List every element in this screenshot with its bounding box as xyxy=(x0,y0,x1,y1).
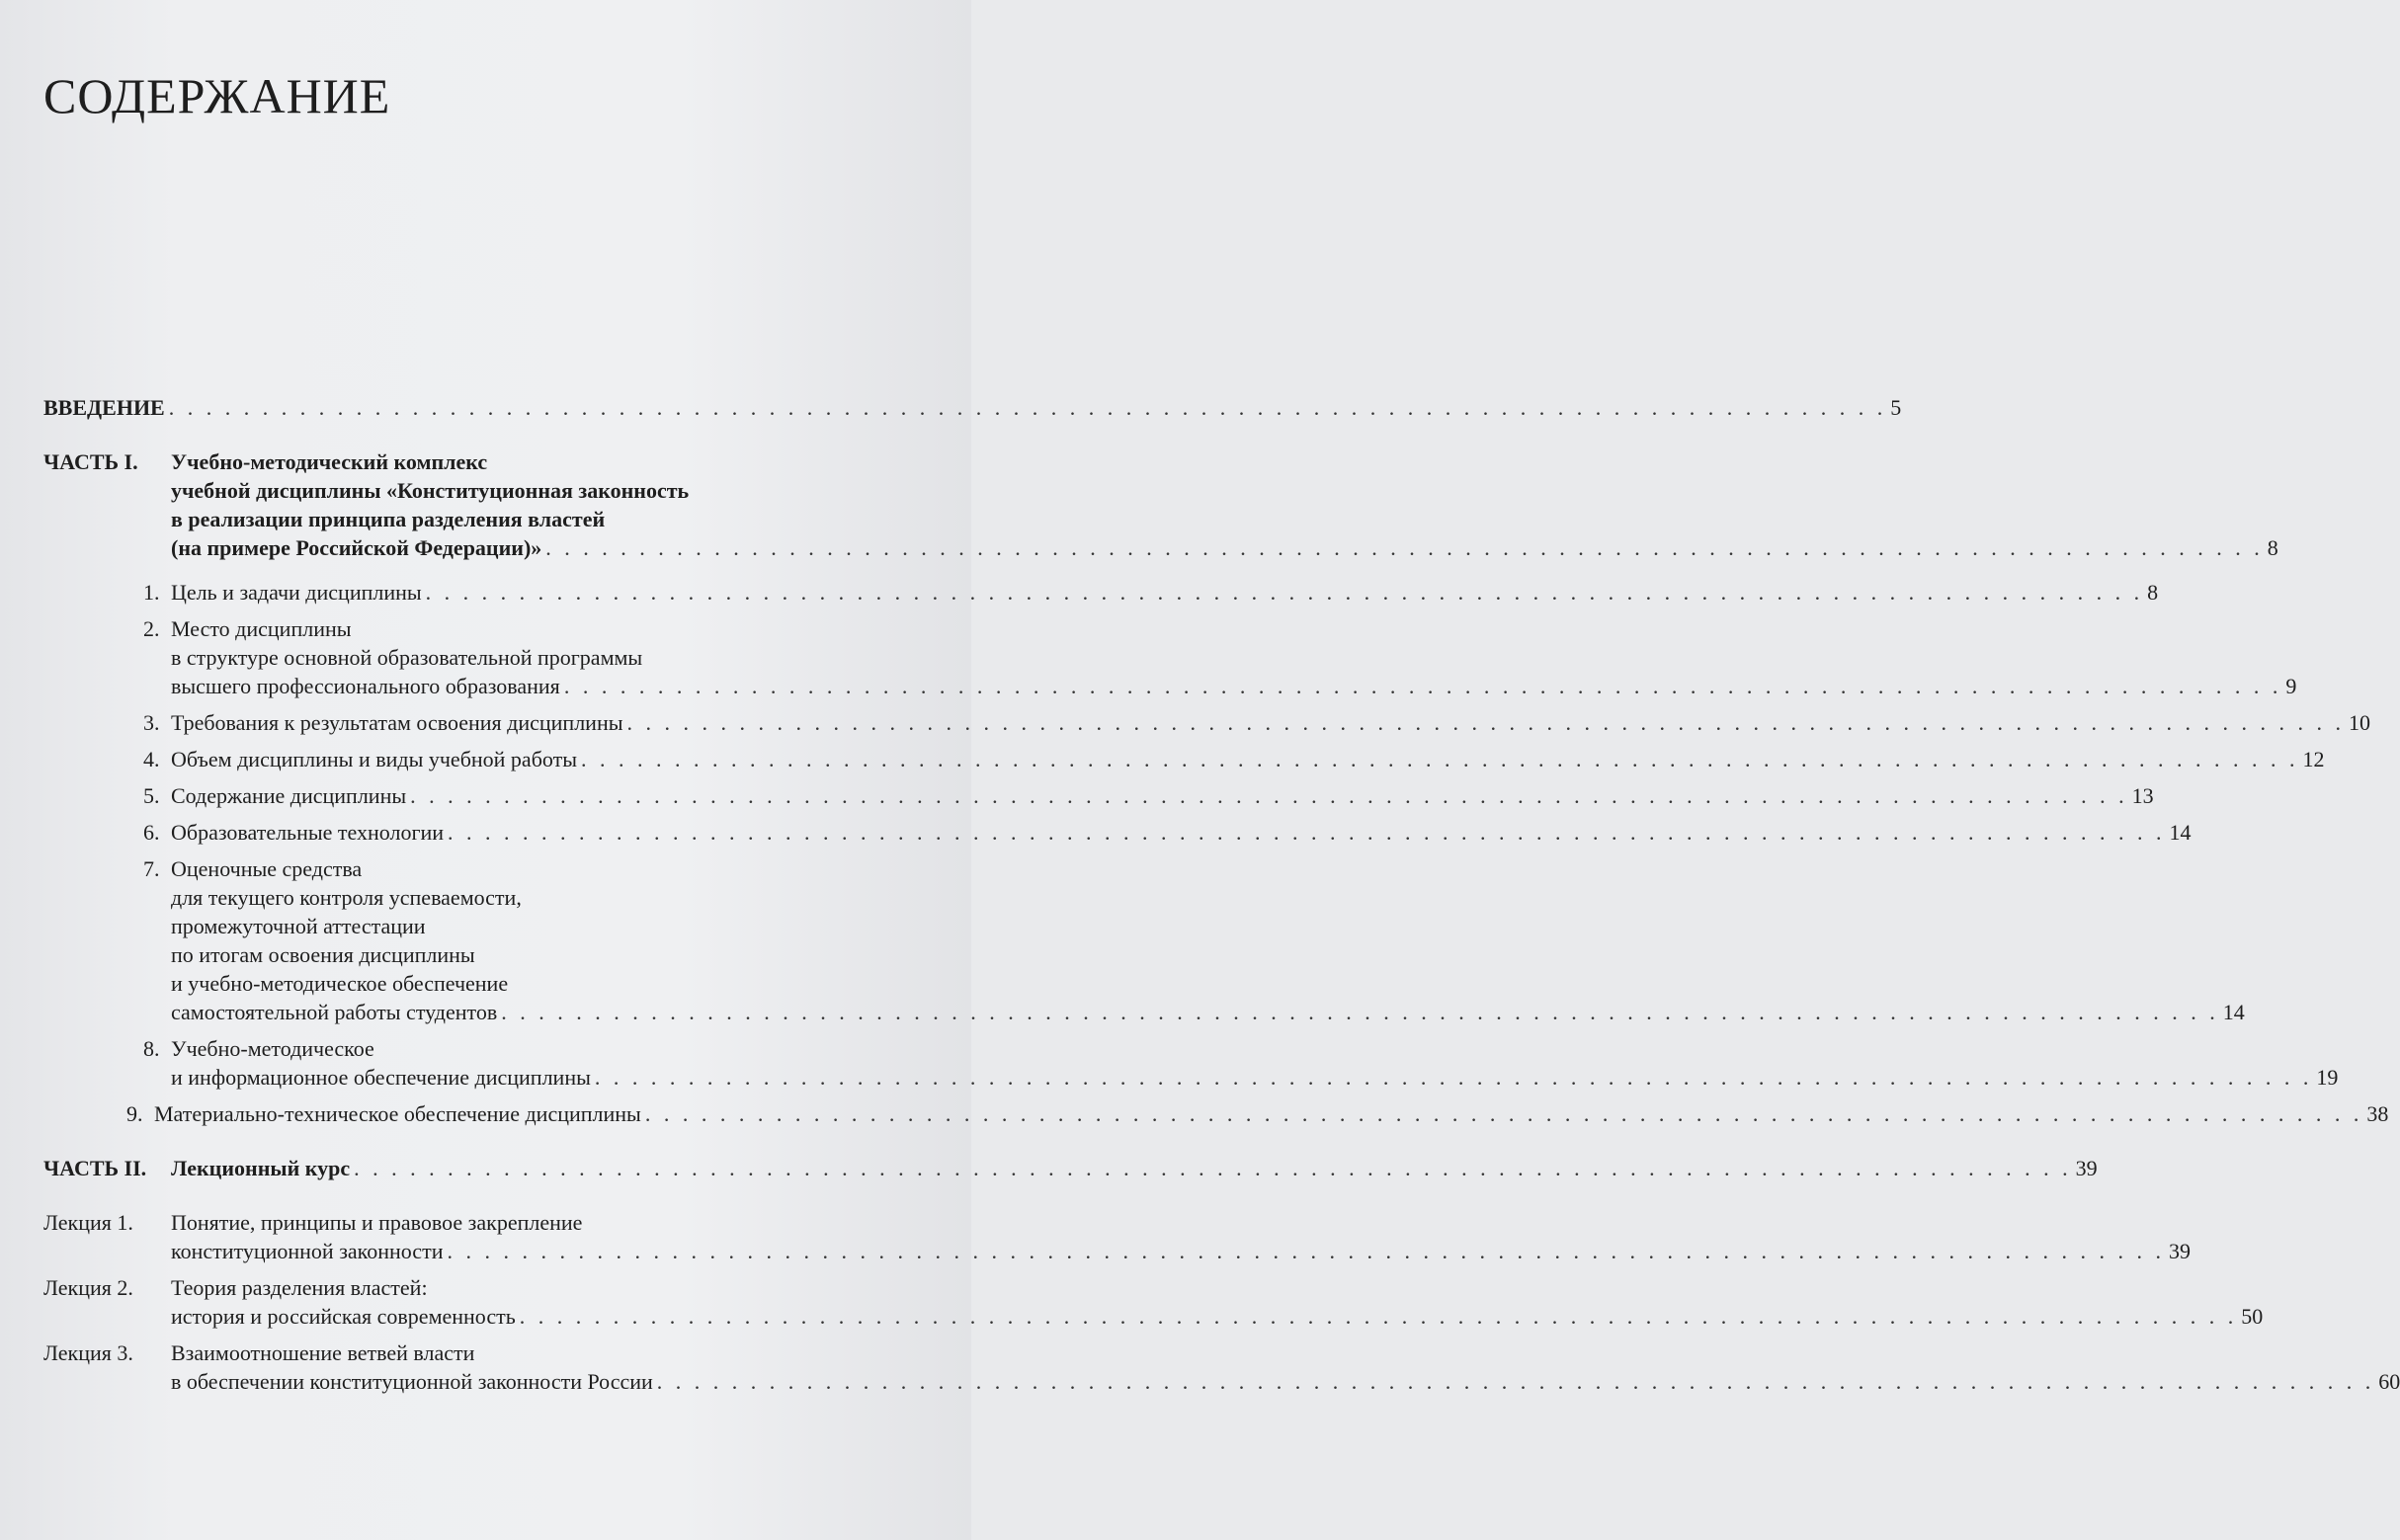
toc-entry-line: и учебно-методическое обеспечение xyxy=(171,971,509,996)
toc-entry-number: 9. xyxy=(126,1101,143,1126)
toc-entry-section-5 xyxy=(43,781,2154,810)
toc-entry-section-2 xyxy=(43,614,2297,700)
toc-entry-line: история и российская современность xyxy=(171,1304,516,1329)
toc-entry-line: Цель и задачи дисциплины xyxy=(171,580,422,605)
toc-entry-line: самостоятельной работы студентов xyxy=(171,1000,498,1024)
toc-entry-section-9 xyxy=(43,1099,2389,1128)
page-number: 14 xyxy=(2169,820,2192,845)
dot-leader xyxy=(657,1367,2375,1396)
dot-leader xyxy=(545,533,2264,562)
toc-entry-line: Лекционный курс xyxy=(171,1156,351,1180)
page-number: 8 xyxy=(2147,580,2159,605)
dot-leader xyxy=(354,1154,2072,1182)
toc-entry-lecture-2 xyxy=(43,1273,2264,1331)
toc-entry-line: (на примере Российской Федерации)» xyxy=(171,535,542,560)
toc-entry-line: высшего профессионального образования xyxy=(171,674,560,698)
toc-entry-number: 1. xyxy=(143,580,160,605)
toc-entry-label: Лекция 1. xyxy=(43,1210,133,1235)
toc-entry-section-3 xyxy=(43,708,2370,737)
page-number: 14 xyxy=(2222,1000,2245,1024)
toc-entry-part-1 xyxy=(43,447,2278,562)
page-title: СОДЕРЖАНИЕ xyxy=(43,68,391,123)
toc-entry-line: Образовательные технологии xyxy=(171,820,445,845)
toc-entry-section-7 xyxy=(43,854,2245,1026)
page-number: 8 xyxy=(2267,535,2278,560)
toc-entry-number: 5. xyxy=(143,783,160,808)
toc-entry-line: Понятие, принципы и правовое закрепление xyxy=(171,1210,583,1235)
toc-entry-line: в реализации принципа разделения властей xyxy=(171,507,606,531)
toc-entry-label: Лекция 3. xyxy=(43,1340,133,1365)
toc-entry-line: Объем дисциплины и виды учебной работы xyxy=(171,747,577,771)
page-number: 12 xyxy=(2302,747,2325,771)
page-number: 9 xyxy=(2285,674,2297,698)
page-number: 60 xyxy=(2378,1369,2400,1394)
toc-entry-label: Лекция 2. xyxy=(43,1275,133,1300)
page-number: 19 xyxy=(2316,1065,2339,1090)
page-number: 5 xyxy=(1890,395,1902,420)
toc-entry-number: 8. xyxy=(143,1036,160,1061)
toc-entry-line: конституционной законности xyxy=(171,1239,444,1263)
toc-entry-line: Материально-техническое обеспечение дисциплины xyxy=(154,1101,641,1126)
page-number: 38 xyxy=(2366,1101,2389,1126)
toc-entry-line: Место дисциплины xyxy=(171,616,352,641)
toc-entry-lecture-1 xyxy=(43,1208,2191,1265)
toc-entry-line: Учебно-методический комплекс xyxy=(171,449,488,474)
toc-entry-line: и информационное обеспечение дисциплины xyxy=(171,1065,591,1090)
toc-entry-line: в структуре основной образовательной программы xyxy=(171,645,643,670)
toc-entry-line: в обеспечении конституционной законности России xyxy=(171,1369,653,1394)
page-number: 50 xyxy=(2241,1304,2264,1329)
page-number: 39 xyxy=(2075,1156,2098,1180)
toc-entry-line: для текущего контроля успеваемости, xyxy=(171,885,522,910)
dot-leader xyxy=(169,393,1887,422)
toc-entry-number: 7. xyxy=(143,856,160,881)
page-number: 13 xyxy=(2131,783,2154,808)
toc-entry-line: Теория разделения властей: xyxy=(171,1275,428,1300)
toc-entry-section-4 xyxy=(43,745,2325,773)
dot-leader xyxy=(581,745,2299,773)
toc-entry-line: Содержание дисциплины xyxy=(171,783,407,808)
toc-entry-line: Взаимоотношение ветвей власти xyxy=(171,1340,475,1365)
toc-entry-label: ЧАСТЬ I. xyxy=(43,449,138,474)
toc-entry-number: 2. xyxy=(143,616,160,641)
toc-entry-number: 6. xyxy=(143,820,160,845)
toc-entry-number: 4. xyxy=(143,747,160,771)
toc-entry-section-6 xyxy=(43,818,2192,847)
dot-leader xyxy=(564,672,2282,700)
dot-leader xyxy=(448,818,2166,847)
dot-leader xyxy=(520,1302,2238,1331)
dot-leader xyxy=(426,578,2144,607)
toc-entry-label: ВВЕДЕНИЕ xyxy=(43,395,165,420)
dot-leader xyxy=(645,1099,2363,1128)
toc-entry-line: Требования к результатам освоения дисциплины xyxy=(171,710,623,735)
dot-leader xyxy=(501,998,2219,1026)
table-of-contents xyxy=(43,393,2400,1404)
toc-entry-section-8 xyxy=(43,1034,2339,1092)
toc-entry-introduction xyxy=(43,393,1902,422)
dot-leader xyxy=(595,1063,2313,1092)
toc-entry-lecture-3 xyxy=(43,1338,2400,1396)
page-number: 10 xyxy=(2349,710,2370,735)
toc-entry-line: Оценочные средства xyxy=(171,856,363,881)
toc-entry-line: по итогам освоения дисциплины xyxy=(171,942,475,967)
toc-entry-line: Учебно-методическое xyxy=(171,1036,374,1061)
toc-entry-section-1 xyxy=(43,578,2159,607)
toc-entry-line: промежуточной аттестации xyxy=(171,914,426,938)
toc-entry-part-2 xyxy=(43,1154,2098,1182)
dot-leader xyxy=(447,1237,2165,1265)
dot-leader xyxy=(410,781,2128,810)
toc-entry-label: ЧАСТЬ II. xyxy=(43,1156,147,1180)
page-number: 39 xyxy=(2168,1239,2191,1263)
toc-entry-line: учебной дисциплины «Конституционная законность xyxy=(171,478,690,503)
toc-entry-number: 3. xyxy=(143,710,160,735)
dot-leader xyxy=(627,708,2346,737)
